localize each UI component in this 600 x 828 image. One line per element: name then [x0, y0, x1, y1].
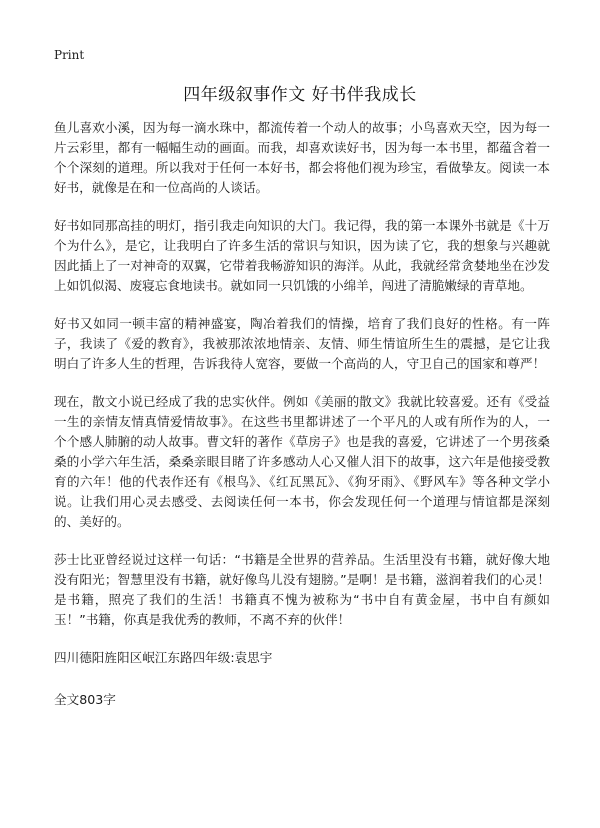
- word-count: 全文803字: [54, 692, 116, 707]
- article-body: [54, 118, 550, 732]
- author-line: 四川德阳旌阳区岷江东路四年级:袁思宇: [54, 650, 273, 665]
- article-title: 四年级叙事作文 好书伴我成长: [183, 85, 417, 105]
- article-paragraph: 现在，散文小说已经成了我的忠实伙伴。例如《美丽的散文》我就比较喜爱。还有《受益一生的亲情友情真情爱情故事》。在这些书里都讲述了一个平凡的人或有所作为的人，一个个感人肺腑的动人故事。曹文轩的著作《草房子》也是我的喜爱，它讲述了一个男孩桑桑的小学六年生活，桑桑亲眼目睹了许多感动人心又催人泪下的故事，这六年是他接受教育的六年！他的代表作还有《根鸟》、《红瓦黑瓦》、《狗牙雨》、《野风车》等各种文学小说。让我们用心灵去感受、去阅读任何一本书，你会发现任何一个道理与情谊都是深刻的、美好的。: [54, 394, 550, 529]
- article-paragraph: 莎士比亚曾经说过这样一句话：“书籍是全世界的营养品。生活里没有书籍，就好像大地没有阳光；智慧里没有书籍，就好像鸟儿没有翅膀。”是啊！是书籍，滋润着我们的心灵！是书籍，照亮了我们的生活！书籍真不愧为被称为“书中自有黄金屋，书中自有颜如玉！”书籍，你真是我优秀的教师，不离不弃的伙伴！: [54, 552, 550, 627]
- article-paragraph: 好书又如同一顿丰富的精神盛宴，陶冶着我们的情操，培育了我们良好的性格。有一阵子，我读了《爱的教育》，我被那浓浓地情亲、友情、师生情谊所生生的震撼，是它让我明白了许多人生的哲理，告诉我待人宽容，要做一个高尚的人，守卫自己的国家和尊严！: [54, 316, 550, 371]
- article-paragraph: 鱼儿喜欢小溪，因为每一滴水珠中，都流传着一个动人的故事；小鸟喜欢天空，因为每一片云彩里，都有一幅幅生动的画面。而我，却喜欢读好书，因为每一本书里，都蕴含着一个个深刻的道理。所以我对于任何一本好书，都会将他们视为珍宝，看做挚友。阅读一本好书，就像是在和一位高尚的人谈话。: [54, 120, 550, 195]
- article-paragraph: 好书如同那高挂的明灯，指引我走向知识的大门。我记得，我的第一本课外书就是《十万个为什么》，是它，让我明白了许多生活的常识与知识，因为读了它，我的想象与兴趣就因此插上了一对神奇的双翼，它带着我畅游知识的海洋。从此，我就经常贪婪地坐在沙发上如饥似渴、废寝忘食地读书。就如同一只饥饿的小绵羊，闯进了清脆嫩绿的青草地。: [54, 218, 550, 293]
- print-link[interactable]: Print: [54, 48, 85, 62]
